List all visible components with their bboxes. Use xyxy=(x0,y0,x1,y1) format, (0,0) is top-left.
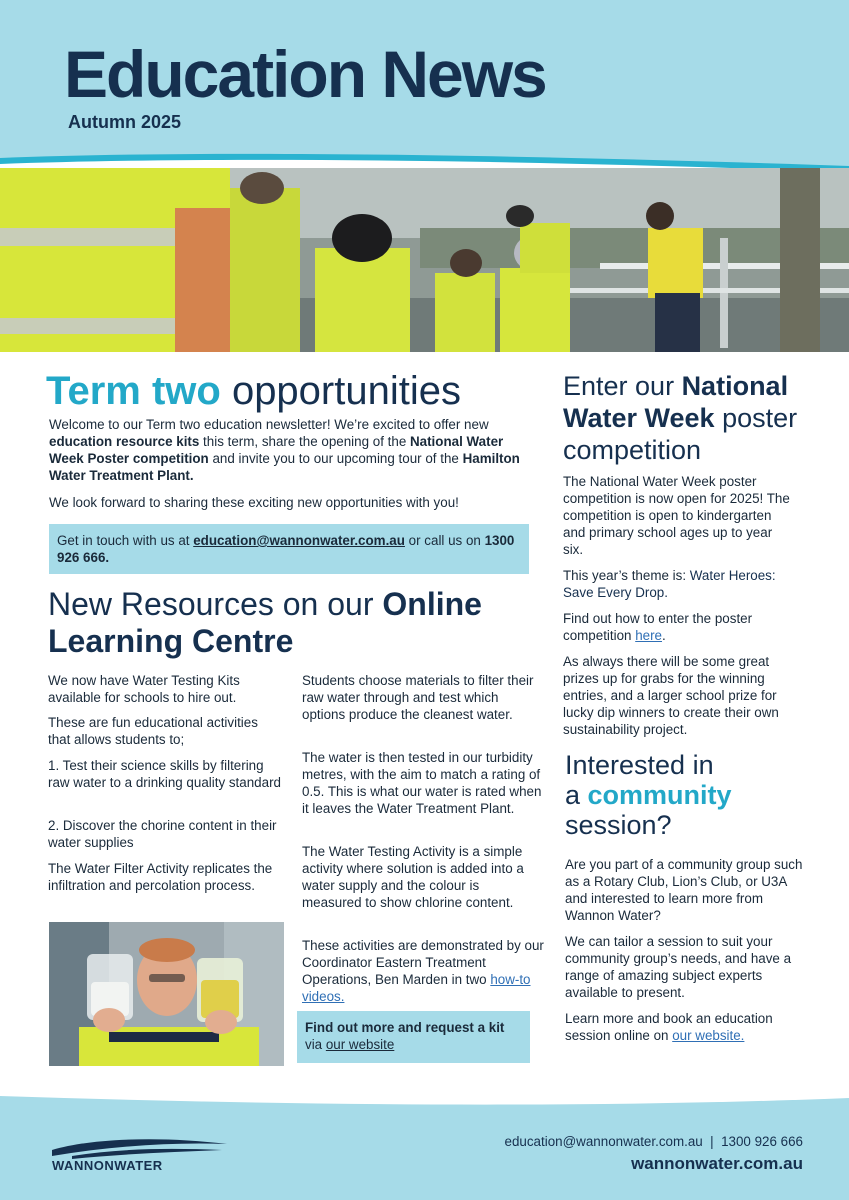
community-website-link[interactable]: our website. xyxy=(672,1028,745,1043)
poster-paragraph-1: The National Water Week poster competition is now open for 2025! The competition is open to kindergarten and primary school ages up to year six. xyxy=(563,474,790,557)
footer-wave xyxy=(0,1092,849,1116)
intro-text-1: Welcome to our Term two education newsletter! We’re excited to offer new xyxy=(49,417,489,432)
term-two-accent: Term two xyxy=(46,369,221,413)
footer-website-link[interactable]: wannonwater.com.au xyxy=(631,1154,803,1173)
newsletter-issue: Autumn 2025 xyxy=(68,112,182,132)
poster-enter-paragraph xyxy=(563,610,795,644)
request-kit-box xyxy=(297,1011,530,1063)
poster-enter-end: . xyxy=(662,628,666,643)
poster-theme: Water Heroes: Save Every Drop. xyxy=(563,568,776,600)
intro-text-3: and invite you to our upcoming tour of the xyxy=(208,451,463,466)
header-banner xyxy=(0,0,849,175)
kit-website-link[interactable]: our website xyxy=(325,1037,395,1052)
poster-enter-text: Find out how to enter the poster competition xyxy=(563,611,753,643)
community-accent: community xyxy=(587,780,732,810)
contact-email-link[interactable]: education@wannonwater.com.au xyxy=(193,533,405,548)
request-kit-via: via xyxy=(305,1037,326,1052)
poster-here-link[interactable]: here xyxy=(635,628,663,643)
contact-text-1: Get in touch with us at xyxy=(57,533,194,548)
main-content xyxy=(0,352,849,1092)
poster-theme-paragraph xyxy=(563,567,803,601)
new-resources-heading xyxy=(48,586,548,660)
ben-marden-photo xyxy=(49,922,284,1066)
col1-paragraph-2: These are fun educational activities that allows students to; xyxy=(48,715,258,747)
community-paragraph-2: We can tailor a session to suit your community group’s needs, and have a range of amazing subject experts available to present. xyxy=(565,934,792,1000)
hero-photo-workers xyxy=(0,168,849,352)
col2-paragraph-4 xyxy=(302,937,544,1005)
poster-theme-label: This year’s theme is: xyxy=(563,568,690,583)
poster-heading-2: poster xyxy=(714,403,798,433)
contact-text xyxy=(57,532,523,566)
poster-heading-bold-1: National xyxy=(681,371,789,401)
poster-heading-1: Enter our xyxy=(563,371,682,401)
community-paragraph-3-text: Learn more and book an education session online on xyxy=(565,1011,773,1043)
wannon-water-logo-text: WANNONWATER xyxy=(52,1158,163,1173)
footer-contact: education@wannonwater.com.au | 1300 926 666 xyxy=(504,1134,803,1149)
contact-text-2: or call us on xyxy=(404,533,485,548)
footer xyxy=(0,1092,849,1200)
col1-paragraph-1: We now have Water Testing Kits available for schools to hire out. xyxy=(48,673,240,705)
community-heading-1: Interested in xyxy=(565,750,714,780)
poster-prizes-paragraph: As always there will be some great prizes up for grabs for the winning entries, and a larger school prize for lucky dip winners to create their own sustainability project. xyxy=(563,654,779,737)
newsletter-title: Education News xyxy=(64,37,546,111)
intro-bold-poster: National Water Week Poster competition xyxy=(49,434,504,466)
request-kit-text xyxy=(305,1019,525,1053)
term-two-heading-rest: opportunities xyxy=(220,369,461,413)
community-paragraph-3 xyxy=(565,1010,803,1044)
new-resources-heading-rest: New Resources on our xyxy=(48,586,383,622)
request-kit-bold: Find out more and request a kit xyxy=(305,1020,505,1035)
community-heading xyxy=(565,750,835,840)
online-learning-centre-bold: Online Learning Centre xyxy=(48,586,482,659)
col1-paragraph-4: 2. Discover the chorine content in their water supplies xyxy=(48,818,277,850)
community-heading-2: a xyxy=(565,780,588,810)
how-to-videos-link[interactable]: how-to videos. xyxy=(302,972,531,1004)
term-closing-paragraph: We look forward to sharing these exciting new opportunities with you! xyxy=(49,495,459,510)
contact-box xyxy=(49,524,529,574)
col2-paragraph-1: Students choose materials to filter their raw water through and test which options produce the cleanest water. xyxy=(302,673,534,722)
intro-bold-kits: education resource kits xyxy=(49,434,200,449)
term-two-heading xyxy=(46,368,461,414)
intro-text-2: this term, share the opening of the xyxy=(199,434,410,449)
wannon-water-logo-icon xyxy=(52,1136,227,1160)
poster-heading-bold-2: Water Week xyxy=(563,403,715,433)
term-intro-paragraph xyxy=(49,416,529,484)
community-heading-3: session? xyxy=(565,810,672,840)
intro-bold-plant: Hamilton Water Treatment Plant. xyxy=(49,451,520,483)
community-paragraph-1: Are you part of a community group such as a Rotary Club, Lion’s Club, or U3A and interested to learn more from Wannon Water? xyxy=(565,857,803,923)
poster-heading-3: competition xyxy=(563,435,702,465)
col1-paragraph-3: 1. Test their science skills by filtering raw water to a drinking quality standard xyxy=(48,758,281,790)
col2-paragraph-4-text: These activities are demonstrated by our Coordinator Eastern Treatment Operations, Ben Marden in two xyxy=(302,938,544,987)
poster-heading xyxy=(563,370,833,466)
col2-paragraph-2: The water is then tested in our turbidity metres, with the aim to match a rating of 0.5. This is what our water is rated when it leaves the Water Treatment Plant. xyxy=(302,750,542,816)
col1-paragraph-5: The Water Filter Activity replicates the infiltration and percolation process. xyxy=(48,861,273,893)
col2-paragraph-3: The Water Testing Activity is a simple activity where solution is added into a water supply and the colour is measured to show chlorine content. xyxy=(302,844,524,910)
contact-phone: 1300 926 666. xyxy=(57,533,515,565)
